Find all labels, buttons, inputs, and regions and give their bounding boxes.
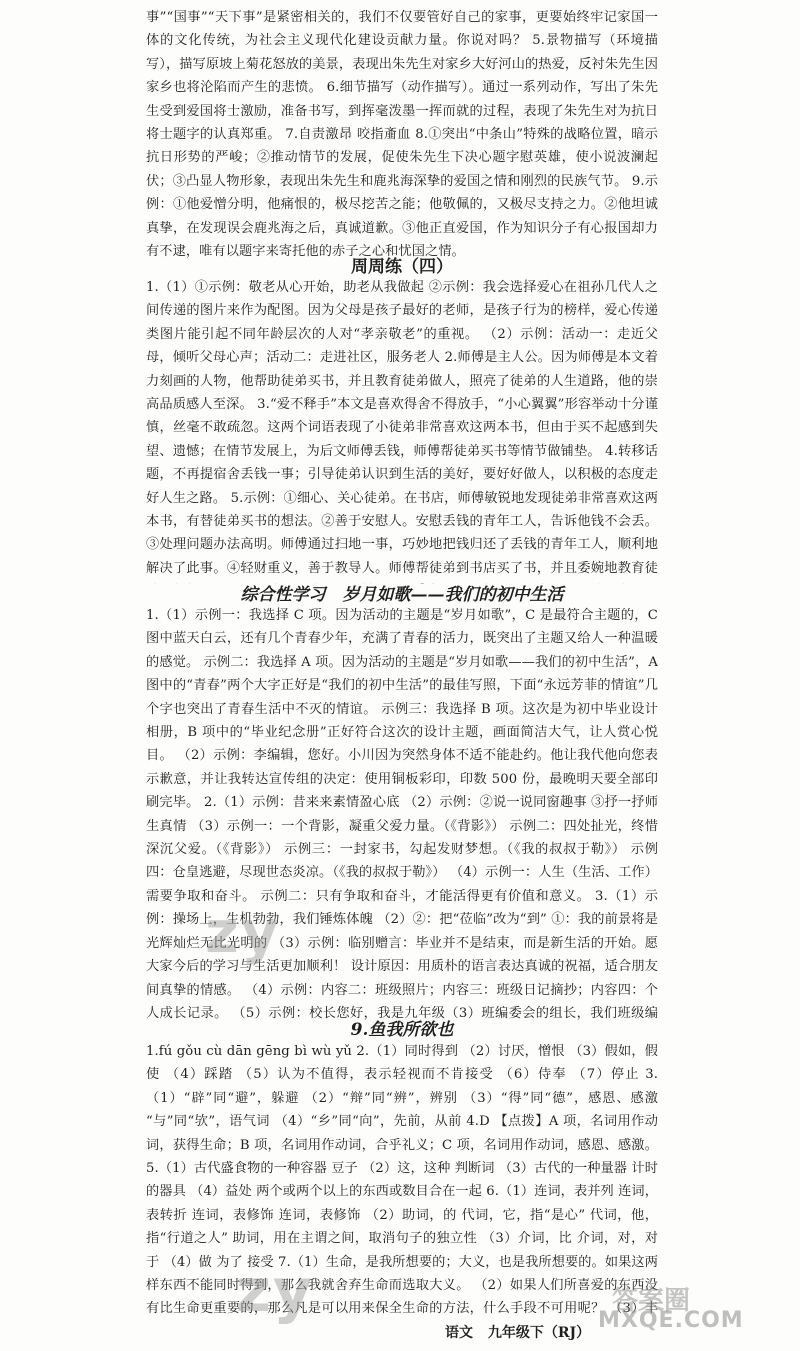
answer-block-yu: 1.fú gǒu cù dān gēng bì wù yǔ 2.（1）同时得到 （2）讨厌，憎恨 （3）假如，假使 （4）踩踏 （5）认为不值得，表示轻视而不肯接受 （6）侍奉 （7）停止 3.（1）“辟”同“避”，躲避 （2）“辩”同“辨”，辨别 （3）“得”同“德”，感恩、感激 “与”同“欤”，语气词 （4）“乡”同“向”，先前，从前 4.D 【点拨】A 项，名词用作动词，获得生命；B 项，名词用作动词，合乎礼义；C 项，名词用作动词，感恩、感激。 5.（1）古代盛食物的一种容器 豆子 （2）这，这种 判断词 （3）古代的一种量器 计时的器具 （4）益处 两个或两个以上的东西或数目合在一起 6.（1）连词，表并列 连词，表转折 连词，表修饰 连词，表修饰 （2）助词，的 代词，它，指“是心” 代词，他，指“行道之人” 助词，用在主谓之间，取消句子的独立性 （3）介词，比 介词，对，对于 （4）做 为了 接受 7.（1）生命，是我所想要的；大义，也是我所想要的。如果这两样东西不能同时得到，那么我就舍弃生命而选取大义。 （2）如果人们所喜爱的东西没有比生命更重要的，那么凡是可以用来保全生命的方法，什么手段不可用呢？ （3）丰 (146, 1044, 658, 1316)
watermark-brand: 答案圈 (612, 1286, 691, 1316)
watermark-logo-bottom: zy (236, 1256, 315, 1326)
section-heading-yu: 9.鱼我所欲也 (350, 1020, 454, 1040)
watermark-logo: zy (205, 898, 281, 966)
footer-grade: 九年级下（RJ） (487, 1325, 591, 1341)
watermark-site: MXQE.COM (598, 1308, 744, 1333)
answer-block-previous: 事”“国事”“天下事”是紧密相关的，我们不仅要管好自己的家事，更要始终牢记家国一体的文化传统，为社会主义现代化建设贡献力量。你说对吗？ 5.景物描写（环境描写），描写原坡上菊花怒放的美景，表现出朱先生对家乡大好河山的热爱，反衬朱先生因家乡也将沦陷而产生的悲愤。 6.细节描写（动作描写）。通过一系列动作，写出了朱先生受到爱国将士激励，准备书写，到挥毫泼墨一挥而就的过程，表现了朱先生对为抗日将士题字的认真郑重。 7.自责激昂 咬指齑血 8.①突出“中条山”特殊的战略位置，暗示抗日形势的严峻；②推动情节的发展，促使朱先生下决心题字慰英雄，使小说波澜起伏；③凸显人物形象，表现出朱先生和鹿兆海深挚的爱国之情和刚烈的民族气节。 9.示例：①他爱憎分明，他痛恨的，极尽挖苦之能；他敬佩的，又极尽支持之力。②他坦诚真挚，在发现误会鹿兆海之后，真诚道歉。③他正直爱国，作为知识分子有心报国却力有不逮，唯有以题字来寄托他的赤子之心和忧国之情。 (146, 10, 658, 260)
section-heading-zhouzhou: 周周练（四） (351, 257, 453, 277)
footer-subject: 语文 (445, 1325, 473, 1341)
answer-block-zonghe: 1.（1）示例一：我选择 C 项。因为活动的主题是“岁月如歌”，C 是最符合主题的，C 图中蓝天白云，还有几个青春少年，充满了青春的活力，既突出了主题又给人一种温暖的感觉。 示例二：我选择 A 项。因为活动的主题是“岁月如歌——我们的初中生活”，A 图中的“青春”两个大字正好是“我们的初中生活”的最佳写照，下面“永远芳菲的情谊”几个字也突出了青春生活中不灭的情谊。 示例三：我选择 B 项。这次是为初中毕业设计相册，B 项中的“毕业纪念册”正好符合这次的设计主题，画面简洁大气，让人赏心悦目。 （2）示例：李编辑，您好。小川因为突然身体不适不能赴约。他让我代他向您表示歉意，并让我转达宣传组的决定：使用铜板彩印，印数 500 份，最晚明天要全部印刷完毕。 2.（1）示例：昔来来素情盈心底 （2）示例：②说一说同窗趣事 ③抒一抒师生真情 （3）示例一：一个背影，凝重父爱力量。（《背影》） 示例二：四处扯光，终惜深沉父爱。（《背影》） 示例三：一封家书，勾起发财梦想。（《我的叔叔于勒》） 示例四：仓皇逃避，尽现世态炎凉。（《我的叔叔于勒》） （4）示例一：人生（生活、工作）需要争取和奋斗。 示例二：只有争取和奋斗，才能活得更有价值和意义。 3.（1）示例：操场上，生机勃勃，我们锤炼体魄 （2）②：把“莅临”改为“到” ①：我的前景将是光辉灿烂无比光明的 （3）示例：临别赠言：毕业并不是结束，而是新生活的开始。愿大家今后的学习与生活更加顺利！ 设计原因：用质朴的语言表达真诚的祝福，适合朋友间真挚的情感。 （4）示例：内容二：班级照片；内容三：班级日记摘抄；内容四：个人成长记录。 （5）示例：校长您好，我是九年级（3）班编委会的组长，我们班级编 (146, 608, 658, 1021)
section-heading-zonghe: 综合性学习 岁月如歌——我们的初中生活 (240, 585, 564, 605)
answer-block-zhouzhou: 1.（1）①示例：敬老从心开始，助老从我做起 ②示例：我会选择爱心在祖孙几代人之间传递的图片来作为配图。因为父母是孩子最好的老师，是孩子行为的榜样，爱心传递类图片能引起不同年龄层次的人对“孝亲敬老”的重视。 （2）示例：活动一：走近父母，倾听父母心声；活动二：走进社区，服务老人 2.师傅是主人公。因为师傅是本文着力刻画的人物，他帮助徒弟买书，并且教育徒弟做人，照亮了徒弟的人生道路，他的崇高品质感人至深。 3.“爱不释手”本文是喜欢得舍不得放手，“小心翼翼”形容举动十分谨慎，丝毫不敢疏忽。这两个词语表现了小徒弟非常喜欢这两本书，但由于买不起感到失望、遗憾；在情节发展上，为后文师傅丢钱，师傅帮徒弟买书等情节做铺垫。 4.转移话题，不再提宿舍丢钱一事；引导徒弟认识到生活的美好，要好好做人，以积极的态度走好人生之路。 5.示例：①细心、关心徒弟。在书店，师傅敏锐地发现徒弟非常喜欢这两本书，有替徒弟买书的想法。②善于安慰人。安慰丢钱的青年工人，告诉他钱不会丢。③处理问题办法高明。师傅通过扫地一事，巧妙地把钱归还了丢钱的青年工人，顺利地解决了此事。④轻财重义，善于教导人。师傅帮徒弟到书店买了书，并且委婉地教育徒 (146, 280, 658, 576)
page-footer (445, 1322, 600, 1342)
